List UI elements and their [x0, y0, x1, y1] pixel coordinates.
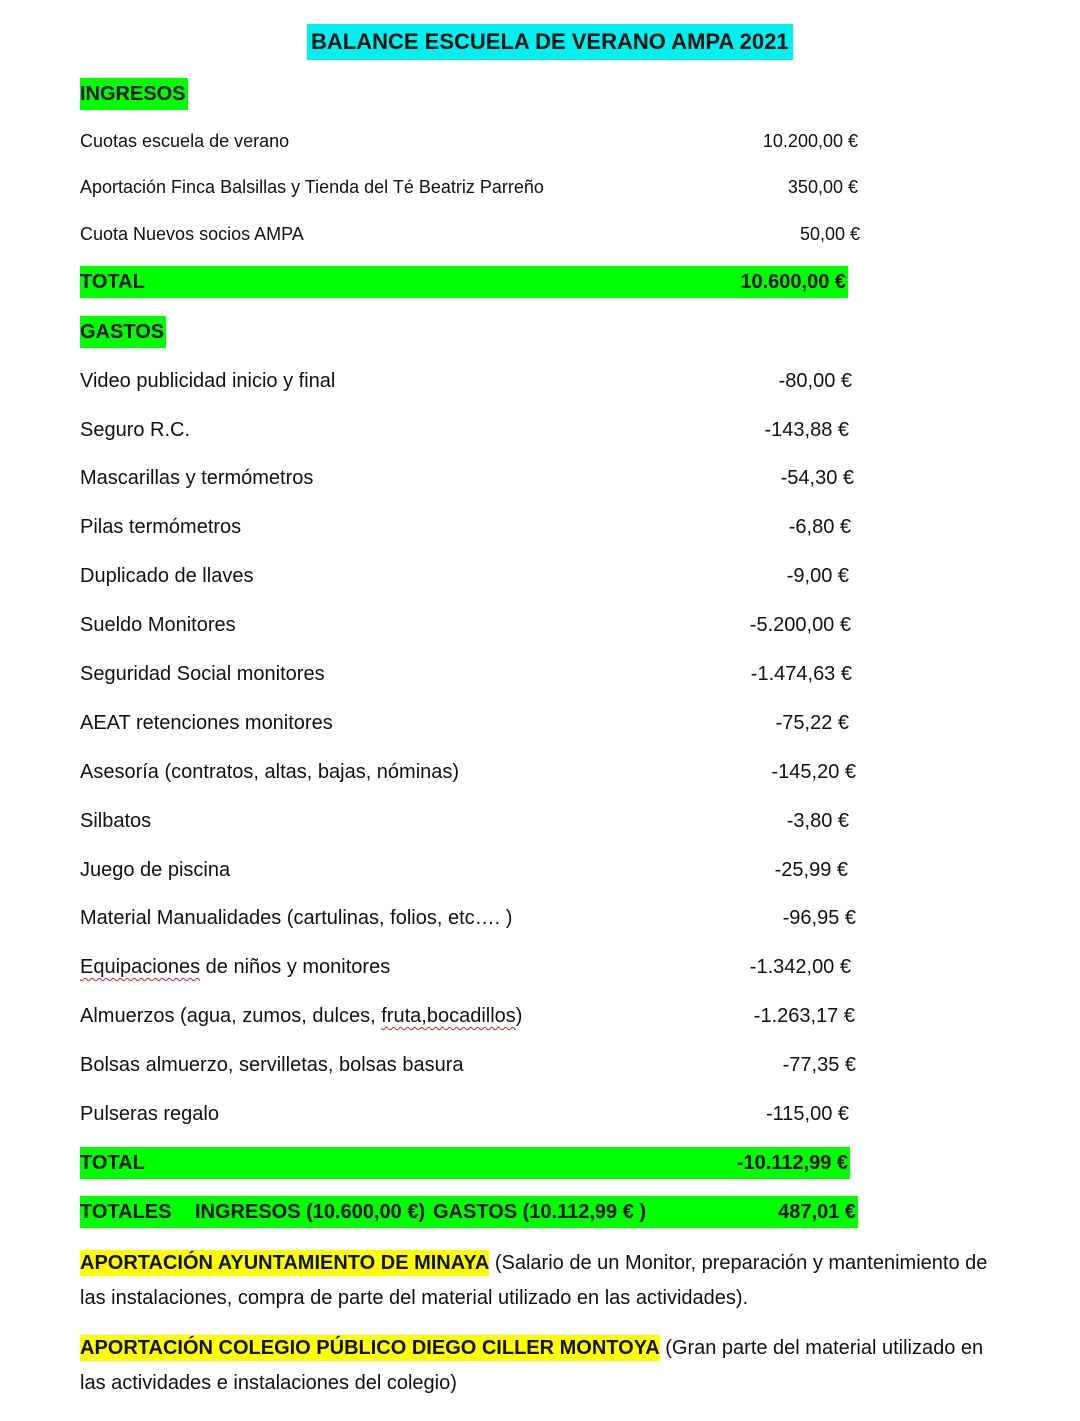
gasto-amount: -75,22 €: [775, 712, 849, 734]
gasto-amount: -25,99 €: [774, 859, 848, 881]
gasto-amount: -77,35 €: [782, 1054, 856, 1076]
ingreso-row: [80, 219, 880, 249]
gastos-total-amount: -10.112,99 €: [736, 1152, 848, 1174]
gasto-amount: -80,00 €: [778, 370, 852, 392]
totales-ingresos: INGRESOS (10.600,00 €): [195, 1201, 426, 1223]
ingreso-label: Cuotas escuela de verano: [80, 131, 290, 151]
gasto-label: Sueldo Monitores: [80, 614, 236, 636]
gasto-amount: -143,88 €: [764, 419, 849, 441]
ingresos-heading: INGRESOS: [80, 78, 188, 110]
gastos-heading: GASTOS: [80, 316, 166, 348]
gasto-row: [80, 659, 880, 689]
gasto-label: Asesoría (contratos, altas, bajas, nóminas): [80, 761, 460, 783]
document-title: BALANCE ESCUELA DE VERANO AMPA 2021: [307, 24, 793, 60]
gasto-label: Seguro R.C.: [80, 419, 191, 441]
gasto-label: Video publicidad inicio y final: [80, 370, 336, 392]
gasto-row: [80, 1001, 880, 1031]
gasto-row: [80, 952, 880, 982]
ingreso-amount: 50,00 €: [799, 224, 860, 244]
spellcheck-word: Equipaciones: [80, 956, 201, 978]
gasto-label-rest: ): [515, 1005, 523, 1027]
gasto-amount: -96,95 €: [782, 907, 856, 929]
gasto-row: [80, 610, 880, 640]
gasto-label: Material Manualidades (cartulinas, folios, etc…. ): [80, 907, 513, 929]
ingreso-row: [80, 126, 880, 156]
gasto-label: Bolsas almuerzo, servilletas, bolsas basura: [80, 1054, 464, 1076]
gasto-amount: -145,20 €: [771, 761, 856, 783]
gasto-label-start: Almuerzos (agua, zumos, dulces,: [80, 1005, 382, 1027]
totales-gastos: GASTOS (10.112,99 € ): [433, 1201, 647, 1223]
gastos-total-label: TOTAL: [80, 1152, 145, 1174]
gasto-label-rest: de niños y monitores: [200, 956, 391, 978]
aportacion-ayuntamiento-paragraph: [80, 1246, 1000, 1316]
gasto-amount: -1.474,63 €: [750, 663, 852, 685]
gasto-amount: -6,80 €: [788, 516, 851, 538]
gasto-row: [80, 1050, 880, 1080]
gasto-label: Seguridad Social monitores: [80, 663, 325, 685]
gasto-label: Juego de piscina: [80, 859, 231, 881]
gasto-label: Pilas termómetros: [80, 516, 242, 538]
gasto-label: [80, 952, 390, 982]
ingreso-label: Cuota Nuevos socios AMPA: [80, 224, 304, 244]
gasto-label: AEAT retenciones monitores: [80, 712, 333, 734]
ingresos-total-amount: 10.600,00 €: [740, 271, 846, 293]
gasto-amount: -1.263,17 €: [753, 1005, 855, 1027]
aportacion-ayuntamiento-highlight: APORTACIÓN AYUNTAMIENTO DE MINAYA: [80, 1252, 490, 1274]
ingresos-total-bar: [80, 266, 848, 298]
ingresos-total-label: TOTAL: [80, 271, 145, 293]
gasto-row: [80, 1099, 880, 1129]
aportacion-colegio-highlight: APORTACIÓN COLEGIO PÚBLICO DIEGO CILLER MONTOYA: [80, 1337, 660, 1359]
aportacion-colegio-text: (Gran parte del material utilizado en las actividades e instalaciones del colegio): [80, 1337, 984, 1394]
gasto-amount: -1.342,00 €: [749, 956, 851, 978]
gasto-row: [80, 415, 880, 445]
gasto-row: [80, 806, 880, 836]
gasto-amount: -5.200,00 €: [749, 614, 851, 636]
spellcheck-word: fruta,bocadillos: [381, 1005, 516, 1027]
ingreso-row: [80, 172, 880, 202]
ingreso-amount: 10.200,00 €: [762, 131, 858, 151]
gasto-label: Duplicado de llaves: [80, 565, 254, 587]
gasto-amount: -115,00 €: [765, 1103, 849, 1125]
gasto-label: Silbatos: [80, 810, 152, 832]
ingreso-amount: 350,00 €: [787, 177, 858, 197]
gasto-row: [80, 708, 880, 738]
gasto-row: [80, 561, 880, 591]
gasto-row: [80, 512, 880, 542]
gasto-amount: -9,00 €: [786, 565, 849, 587]
gasto-row: [80, 757, 880, 787]
gasto-amount: -54,30 €: [780, 467, 854, 489]
totales-label: TOTALES: [80, 1201, 172, 1223]
gasto-label: Pulseras regalo: [80, 1103, 219, 1125]
gasto-row: [80, 463, 880, 493]
gastos-total-bar: [80, 1147, 850, 1179]
aportacion-ayuntamiento-text: (Salario de un Monitor, preparación y mantenimiento de las instalaciones, compra de parte del material utilizado en las actividades).: [80, 1252, 988, 1309]
ingreso-label: Aportación Finca Balsillas y Tienda del Té Beatriz Parreño: [80, 177, 544, 197]
gasto-label: Mascarillas y termómetros: [80, 467, 314, 489]
gasto-label: [80, 1001, 522, 1031]
gasto-amount: -3,80 €: [786, 810, 849, 832]
gasto-row: [80, 366, 880, 396]
gasto-row: [80, 855, 880, 885]
aportacion-colegio-paragraph: [80, 1331, 1000, 1401]
totales-amount: 487,01 €: [778, 1201, 856, 1223]
totales-bar: [80, 1196, 858, 1228]
gasto-row: [80, 903, 880, 933]
